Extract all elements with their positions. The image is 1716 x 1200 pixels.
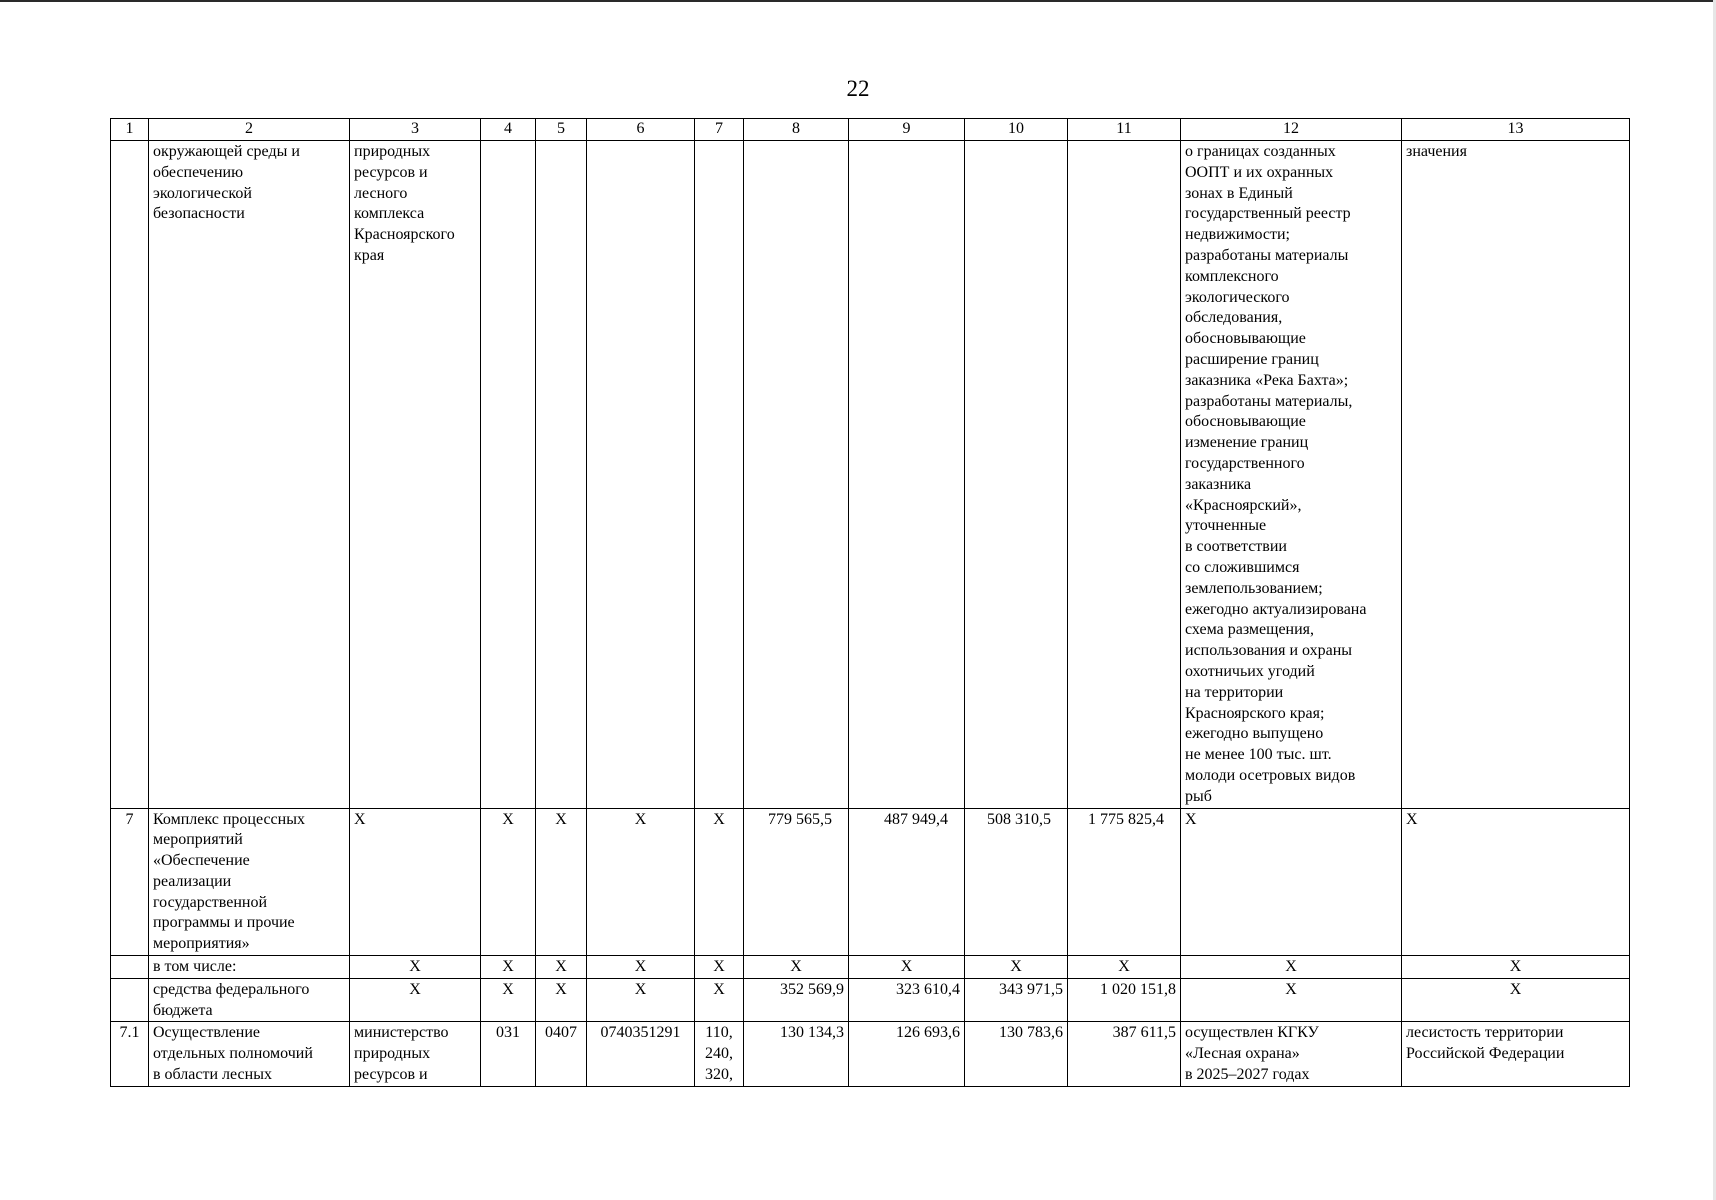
code-cell: 110, 240, 320, <box>695 1022 744 1086</box>
column-number: 9 <box>849 119 965 141</box>
scan-edge-top <box>0 0 1716 2</box>
goal-name-cell: в том числе: <box>149 956 350 979</box>
amount-cell: 387 611,5 <box>1068 1022 1181 1086</box>
amount-cell <box>744 141 849 809</box>
column-number: 11 <box>1068 119 1181 141</box>
code-cell: Х <box>695 956 744 979</box>
row-number-cell <box>111 956 149 979</box>
executor-cell: Х <box>350 956 481 979</box>
amount-cell <box>965 141 1068 809</box>
code-cell: 031 <box>481 1022 536 1086</box>
amount-cell: 323 610,4 <box>849 978 965 1022</box>
amount-cell: Х <box>1068 956 1181 979</box>
row-number-cell <box>111 978 149 1022</box>
code-cell: 0740351291 <box>587 1022 695 1086</box>
code-cell: Х <box>587 978 695 1022</box>
code-cell <box>536 141 587 809</box>
program-table <box>110 118 1630 1087</box>
amount-cell: 779 565,5 <box>744 808 849 956</box>
column-number: 12 <box>1181 119 1402 141</box>
column-number-row <box>111 119 1630 141</box>
column-number: 5 <box>536 119 587 141</box>
indicator-cell: Х <box>1402 956 1630 979</box>
column-number: 3 <box>350 119 481 141</box>
code-cell: 0407 <box>536 1022 587 1086</box>
expected-result-cell: Х <box>1181 808 1402 956</box>
amount-cell <box>1068 141 1181 809</box>
code-cell <box>695 141 744 809</box>
amount-cell: 1 775 825,4 <box>1068 808 1181 956</box>
column-number: 2 <box>149 119 350 141</box>
column-number: 1 <box>111 119 149 141</box>
executor-cell: природных ресурсов и лесного комплекса Красноярского края <box>350 141 481 809</box>
column-number: 8 <box>744 119 849 141</box>
indicator-cell: значения <box>1402 141 1630 809</box>
column-number: 7 <box>695 119 744 141</box>
table-row-federal-budget <box>111 978 1630 1022</box>
row-number-cell: 7.1 <box>111 1022 149 1086</box>
expected-result-cell: Х <box>1181 978 1402 1022</box>
amount-cell: 508 310,5 <box>965 808 1068 956</box>
amount-cell: Х <box>744 956 849 979</box>
code-cell: Х <box>695 808 744 956</box>
amount-cell <box>849 141 965 809</box>
amount-cell: 1 020 151,8 <box>1068 978 1181 1022</box>
code-cell: Х <box>536 956 587 979</box>
code-cell: Х <box>481 956 536 979</box>
code-cell: Х <box>536 978 587 1022</box>
column-number: 13 <box>1402 119 1630 141</box>
amount-cell: Х <box>849 956 965 979</box>
indicator-cell: Х <box>1402 978 1630 1022</box>
executor-cell: министерство природных ресурсов и <box>350 1022 481 1086</box>
column-number: 10 <box>965 119 1068 141</box>
amount-cell: 130 134,3 <box>744 1022 849 1086</box>
continuation-row <box>111 141 1630 809</box>
column-number: 6 <box>587 119 695 141</box>
code-cell <box>587 141 695 809</box>
goal-name-cell: средства федерального бюджета <box>149 978 350 1022</box>
goal-name-cell: Комплекс процессных мероприятий «Обеспечение реализации государственной программы и прочие мероприятия» <box>149 808 350 956</box>
row-number-cell <box>111 141 149 809</box>
goal-name-cell: Осуществление отдельных полномочий в области лесных <box>149 1022 350 1086</box>
column-number: 4 <box>481 119 536 141</box>
amount-cell: 343 971,5 <box>965 978 1068 1022</box>
executor-cell: Х <box>350 808 481 956</box>
amount-cell: 126 693,6 <box>849 1022 965 1086</box>
executor-cell: Х <box>350 978 481 1022</box>
code-cell: Х <box>695 978 744 1022</box>
table-row-7-1 <box>111 1022 1630 1086</box>
code-cell: Х <box>536 808 587 956</box>
expected-result-cell: осуществлен КГКУ «Лесная охрана» в 2025–2027 годах <box>1181 1022 1402 1086</box>
amount-cell: Х <box>965 956 1068 979</box>
amount-cell: 352 569,9 <box>744 978 849 1022</box>
code-cell: Х <box>481 808 536 956</box>
code-cell: Х <box>587 956 695 979</box>
amount-cell: 487 949,4 <box>849 808 965 956</box>
indicator-cell: Х <box>1402 808 1630 956</box>
row-number-cell: 7 <box>111 808 149 956</box>
page-number: 22 <box>846 76 870 101</box>
code-cell: Х <box>587 808 695 956</box>
expected-result-cell: о границах созданных ООПТ и их охранных зонах в Единый государственный реестр недвижимости; разработаны материалы комплексного экологического обследования, обосновывающие расширение границ заказника «Река Бахта»; разработаны материалы, обосновывающие изменение границ государственного заказника «Красноярский», уточненные в соответствии со сложившимся землепользованием; ежегодно актуализирована схема размещения, использования и охраны охотничьих угодий на территории Красноярского края; ежегодно выпущено не менее 100 тыс. шт. молоди осетровых видов рыб <box>1181 141 1402 809</box>
amount-cell: 130 783,6 <box>965 1022 1068 1086</box>
goal-name-cell: окружающей среды и обеспечению экологической безопасности <box>149 141 350 809</box>
indicator-cell: лесистость территории Российской Федерации <box>1402 1022 1630 1086</box>
table-row-7 <box>111 808 1630 956</box>
code-cell <box>481 141 536 809</box>
table-row-including <box>111 956 1630 979</box>
expected-result-cell: Х <box>1181 956 1402 979</box>
code-cell: Х <box>481 978 536 1022</box>
